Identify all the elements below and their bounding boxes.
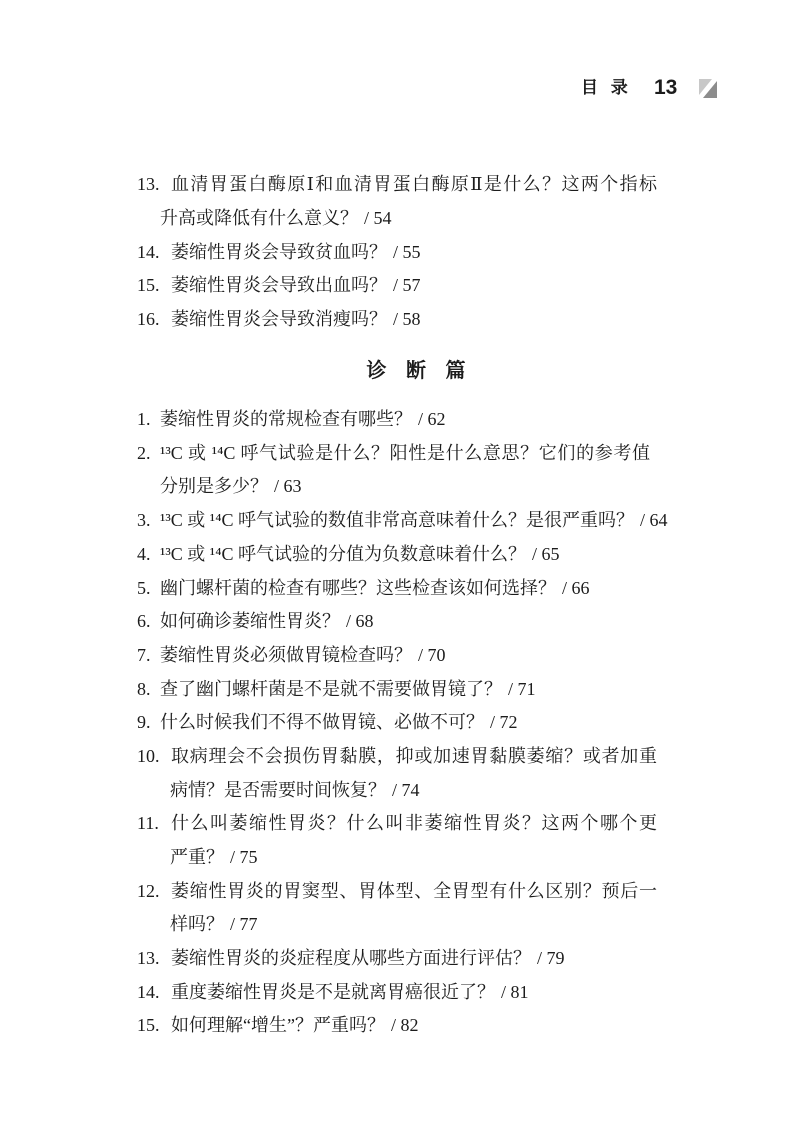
entry-page-ref: / 81 xyxy=(501,981,529,1002)
toc-entry xyxy=(137,605,737,639)
entry-page-ref: / 62 xyxy=(418,409,446,430)
corner-triangle-icon xyxy=(699,79,717,98)
entry-page-ref: / 63 xyxy=(274,476,302,497)
toc-entry xyxy=(137,437,737,504)
toc-entry-line xyxy=(137,774,737,808)
entry-title: 什么叫萎缩性胃炎？什么叫非萎缩性胃炎？这两个哪个更 xyxy=(171,813,657,834)
toc-entry xyxy=(137,572,737,606)
entry-title: 血清胃蛋白酶原Ⅰ和血清胃蛋白酶原Ⅱ是什么？这两个指标 xyxy=(171,174,657,195)
entry-number: 8. xyxy=(137,678,151,699)
entry-title: ¹³C 或 ¹⁴C 呼气试验是什么？阳性是什么意思？它们的参考值 xyxy=(160,442,650,463)
entry-title: 萎缩性胃炎会导致出血吗？ xyxy=(171,275,387,296)
entry-page-ref: / 64 xyxy=(639,510,668,531)
entry-page-ref: / 72 xyxy=(490,712,518,733)
toc-entry-line xyxy=(137,841,737,875)
entry-page-ref: / 79 xyxy=(537,948,565,969)
entry-page-ref: / 66 xyxy=(562,577,590,598)
toc-entry xyxy=(137,942,737,976)
entry-page-ref: / 65 xyxy=(531,543,560,564)
entry-page-ref: / 82 xyxy=(390,1015,419,1036)
entry-page-ref: / 75 xyxy=(230,847,258,868)
entry-number: 3. xyxy=(137,510,151,531)
entry-number: 5. xyxy=(137,577,151,598)
toc-entry-line xyxy=(137,807,737,841)
entry-number: 14. xyxy=(137,981,160,1002)
entry-title: 萎缩性胃炎的胃窦型、胃体型、全胃型有什么区别？预后一 xyxy=(171,880,657,901)
toc-entry xyxy=(137,807,737,874)
entry-number: 13. xyxy=(137,174,160,195)
toc-entry xyxy=(137,538,737,572)
entry-title-continued: 升高或降低有什么意义？ xyxy=(160,207,358,228)
entry-number: 15. xyxy=(137,275,160,296)
entry-title: ¹³C 或 ¹⁴C 呼气试验的数值非常高意味着什么？是很严重吗？ xyxy=(160,510,634,531)
entry-number: 2. xyxy=(137,442,151,463)
entry-title-continued: 样吗？ xyxy=(170,914,224,935)
entry-title: 萎缩性胃炎的常规检查有哪些？ xyxy=(160,409,412,430)
toc-entry xyxy=(137,236,737,270)
entry-title: 取病理会不会损伤胃黏膜，抑或加速胃黏膜萎缩？或者加重 xyxy=(171,745,657,766)
entry-page-ref: / 57 xyxy=(393,275,421,296)
toc-entry xyxy=(137,639,737,673)
entry-title: 幽门螺杆菌的检查有哪些？这些检查该如何选择？ xyxy=(160,577,556,598)
toc-section-diagnosis xyxy=(137,403,737,1043)
entry-page-ref: / 71 xyxy=(508,678,536,699)
entry-number: 7. xyxy=(137,644,151,665)
entry-number: 13. xyxy=(137,948,160,969)
toc-entry xyxy=(137,740,737,807)
header-title: 目 录 xyxy=(581,78,632,97)
entry-page-ref: / 68 xyxy=(346,611,374,632)
entry-number: 11. xyxy=(137,813,159,834)
section-heading-diagnosis: 诊 断 篇 xyxy=(366,359,473,382)
entry-title: 查了幽门螺杆菌是不是就不需要做胃镜了？ xyxy=(160,678,502,699)
entry-number: 12. xyxy=(137,880,160,901)
toc-entry-line xyxy=(137,875,737,909)
entry-title: ¹³C 或 ¹⁴C 呼气试验的分值为负数意味着什么？ xyxy=(160,543,526,564)
entry-title: 如何确诊萎缩性胃炎？ xyxy=(160,611,340,632)
toc-entry-line xyxy=(137,202,737,236)
entry-number: 15. xyxy=(137,1015,160,1036)
entry-title-continued: 病情？是否需要时间恢复？ xyxy=(170,779,386,800)
entry-number: 6. xyxy=(137,611,151,632)
entry-title: 萎缩性胃炎会导致消瘦吗？ xyxy=(171,308,387,329)
toc-entry xyxy=(137,168,737,235)
entry-title-continued: 分别是多少？ xyxy=(160,476,268,497)
entry-page-ref: / 58 xyxy=(393,308,421,329)
toc-entry xyxy=(137,875,737,942)
header-page-number: 13 xyxy=(654,76,678,99)
entry-page-ref: / 55 xyxy=(393,241,421,262)
toc-section-continued xyxy=(137,168,737,336)
entry-title: 如何理解“增生”？严重吗？ xyxy=(171,1015,385,1036)
toc-entry-line xyxy=(137,168,737,202)
entry-page-ref: / 70 xyxy=(418,644,446,665)
table-of-contents xyxy=(137,168,737,1043)
entry-number: 9. xyxy=(137,712,151,733)
entry-title: 萎缩性胃炎必须做胃镜检查吗？ xyxy=(160,644,412,665)
toc-entry xyxy=(137,504,737,538)
toc-entry-line xyxy=(137,740,737,774)
toc-entry xyxy=(137,976,737,1010)
entry-number: 14. xyxy=(137,241,160,262)
toc-entry-line xyxy=(137,437,737,471)
entry-number: 16. xyxy=(137,308,160,329)
toc-entry xyxy=(137,403,737,437)
entry-title: 重度萎缩性胃炎是不是就离胃癌很近了？ xyxy=(171,981,495,1002)
entry-title: 萎缩性胃炎会导致贫血吗？ xyxy=(171,241,387,262)
toc-entry xyxy=(137,673,737,707)
toc-entry-line xyxy=(137,470,737,504)
entry-page-ref: / 74 xyxy=(392,779,420,800)
toc-entry xyxy=(137,303,737,337)
running-header xyxy=(0,0,800,120)
entry-page-ref: / 77 xyxy=(230,914,258,935)
toc-entry xyxy=(137,706,737,740)
entry-title: 什么时候我们不得不做胃镜、必做不可？ xyxy=(160,712,484,733)
toc-entry xyxy=(137,269,737,303)
entry-title-continued: 严重？ xyxy=(170,847,224,868)
entry-title: 萎缩性胃炎的炎症程度从哪些方面进行评估？ xyxy=(171,948,531,969)
entry-number: 10. xyxy=(137,745,160,766)
entry-page-ref: / 54 xyxy=(364,207,392,228)
toc-entry-line xyxy=(137,908,737,942)
toc-entry xyxy=(137,1009,737,1043)
entry-number: 1. xyxy=(137,409,151,430)
entry-number: 4. xyxy=(137,543,151,564)
